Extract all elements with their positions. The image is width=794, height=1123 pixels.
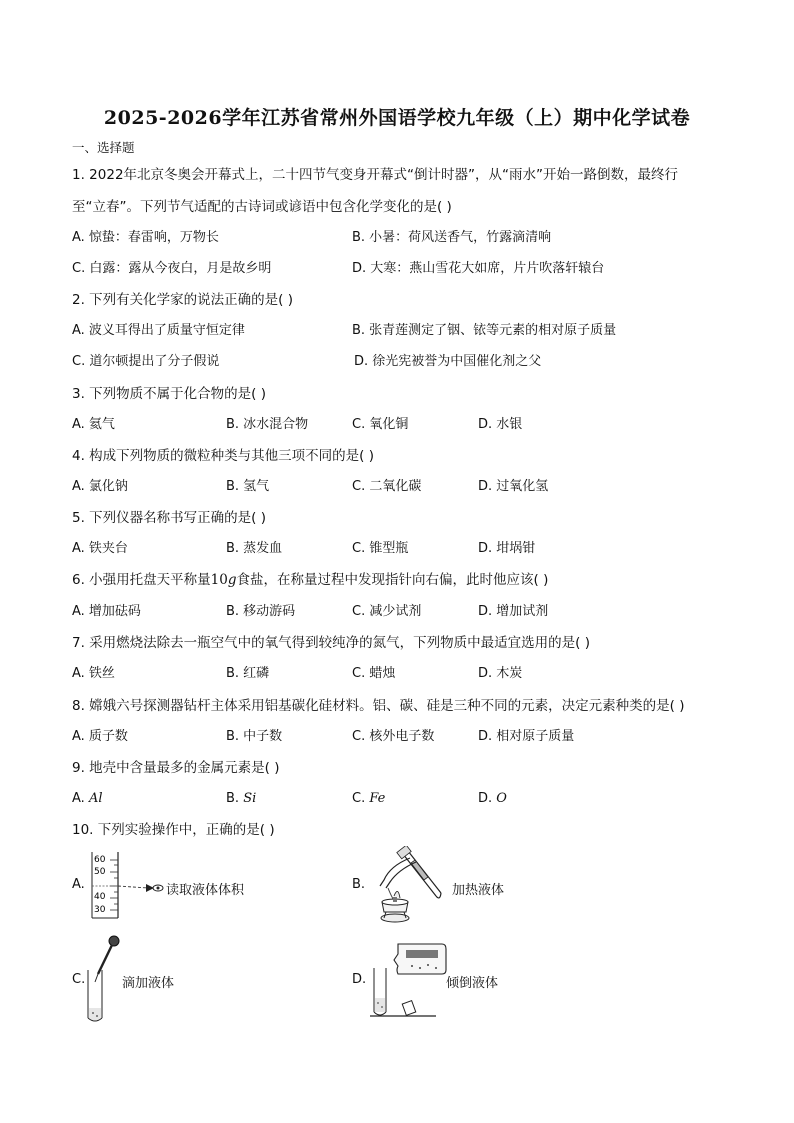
heating-liquid-figure (370, 846, 450, 924)
question-1-option-a[interactable]: A. 惊蛰：春雷响，万物长 (72, 230, 219, 245)
question-9-option-a[interactable] (72, 790, 102, 808)
cylinder-tick-30: 30 (94, 905, 106, 915)
question-10-option-c-letter[interactable]: C. (72, 972, 86, 987)
question-10-option-a-letter[interactable]: A. (72, 877, 85, 892)
dropping-liquid-figure (84, 934, 124, 1024)
question-3-option-d[interactable]: D. 水银 (478, 417, 523, 432)
question-4-stem: 4. 构成下列物质的微粒种类与其他三项不同的是( ) (72, 448, 374, 464)
question-5-option-c[interactable]: C. 锥型瓶 (352, 541, 409, 556)
question-1-stem-line2: 至“立春”。下列节气适配的古诗词或谚语中包含化学变化的是( ) (72, 199, 452, 215)
question-9-option-c[interactable] (352, 790, 385, 808)
element-symbol: Si (243, 791, 257, 806)
question-10-option-b-text: 加热液体 (452, 883, 505, 898)
question-6-option-b[interactable]: B. 移动游码 (226, 604, 296, 619)
question-7-option-b[interactable]: B. 红磷 (226, 666, 270, 681)
measuring-cylinder-figure (88, 850, 168, 922)
question-4-option-a[interactable]: A. 氯化钠 (72, 479, 128, 494)
question-5-option-a[interactable]: A. 铁夹台 (72, 541, 128, 556)
question-7-stem: 7. 采用燃烧法除去一瓶空气中的氧气得到较纯净的氮气，下列物质中最适宜选用的是( ) (72, 635, 590, 651)
question-8-option-b[interactable]: B. 中子数 (226, 729, 283, 744)
question-4-option-b[interactable]: B. 氢气 (226, 479, 270, 494)
question-6-stem (72, 571, 548, 589)
question-1-option-c[interactable]: C. 白露：露从今夜白，月是故乡明 (72, 261, 272, 276)
question-2-option-d[interactable]: D. 徐光宪被誉为中国催化剂之父 (354, 354, 542, 369)
element-symbol: Fe (369, 791, 386, 806)
question-6-stem-pre: 6. 小强用托盘天平称量 (72, 572, 211, 588)
question-8-option-c[interactable]: C. 核外电子数 (352, 729, 435, 744)
question-10-option-c-text: 滴加液体 (122, 976, 175, 991)
question-2-option-c[interactable]: C. 道尔顿提出了分子假说 (72, 354, 220, 369)
question-1-stem-line1: 1. 2022年北京冬奥会开幕式上，二十四节气变身开幕式“倒计时器”，从“雨水”开始一路倒数，最终行 (72, 167, 679, 183)
option-letter: D. (478, 791, 497, 806)
question-8-option-a[interactable]: A. 质子数 (72, 729, 128, 744)
question-6-option-c[interactable]: C. 减少试剂 (352, 604, 422, 619)
question-7-option-d[interactable]: D. 木炭 (478, 666, 523, 681)
question-10-stem: 10. 下列实验操作中，正确的是( ) (72, 822, 275, 838)
question-5-option-b[interactable]: B. 蒸发血 (226, 541, 283, 556)
question-8-stem: 8. 嫦娥六号探测器钻杆主体采用铝基碳化硅材料。铝、碳、硅是三种不同的元素，决定元素种类的是( ) (72, 698, 685, 714)
question-1-option-b[interactable]: B. 小暑：荷风送香气，竹露滴清响 (352, 230, 552, 245)
question-3-option-c[interactable]: C. 氧化铜 (352, 417, 409, 432)
question-4-option-d[interactable]: D. 过氧化氢 (478, 479, 549, 494)
question-5-option-d[interactable]: D. 坩埚钳 (478, 541, 536, 556)
question-8-option-d[interactable]: D. 相对原子质量 (478, 729, 575, 744)
question-9-option-b[interactable] (226, 790, 256, 808)
question-10-option-d-text: 倾倒液体 (446, 976, 499, 991)
question-1-option-d[interactable]: D. 大寒：燕山雪花大如席，片片吹落轩辕台 (352, 261, 605, 276)
question-6-stem-post: 食盐，在称量过程中发现指针向右偏，此时他应该( ) (236, 572, 549, 588)
page-title: 2025-2026学年江苏省常州外国语学校九年级（上）期中化学试卷 (103, 107, 691, 129)
question-7-option-a[interactable]: A. 铁丝 (72, 666, 115, 681)
cylinder-tick-60: 60 (94, 855, 106, 865)
question-3-stem: 3. 下列物质不属于化合物的是( ) (72, 386, 266, 402)
question-10-option-a-text: 读取液体体积 (166, 883, 245, 898)
option-letter: B. (226, 791, 244, 806)
question-2-option-a[interactable]: A. 波义耳得出了质量守恒定律 (72, 323, 245, 338)
pouring-liquid-figure (368, 940, 448, 1020)
question-6-option-a[interactable]: A. 增加砝码 (72, 604, 141, 619)
question-6-option-d[interactable]: D. 增加试剂 (478, 604, 549, 619)
question-3-option-b[interactable]: B. 冰水混合物 (226, 417, 309, 432)
question-3-option-a[interactable]: A. 氦气 (72, 417, 115, 432)
question-5-stem: 5. 下列仪器名称书写正确的是( ) (72, 510, 266, 526)
question-6-mass-value: 10 (210, 572, 228, 588)
question-10-option-b-letter[interactable]: B. (352, 877, 366, 892)
cylinder-tick-40: 40 (94, 892, 106, 902)
cylinder-tick-50: 50 (94, 867, 106, 877)
question-9-option-d[interactable] (478, 790, 507, 808)
question-4-option-c[interactable]: C. 二氧化碳 (352, 479, 422, 494)
question-2-option-b[interactable]: B. 张青莲测定了铟、铱等元素的相对原子质量 (352, 323, 617, 338)
option-letter: A. (72, 791, 89, 806)
section-heading: 一、选择题 (72, 140, 135, 155)
element-symbol: Al (88, 791, 103, 806)
question-6-mass-unit: g (227, 572, 237, 588)
question-9-stem: 9. 地壳中含量最多的金属元素是( ) (72, 760, 280, 776)
question-7-option-c[interactable]: C. 蜡烛 (352, 666, 396, 681)
question-10-option-d-letter[interactable]: D. (352, 972, 367, 987)
question-2-stem: 2. 下列有关化学家的说法正确的是( ) (72, 292, 293, 308)
element-symbol: O (496, 791, 507, 806)
option-letter: C. (352, 791, 370, 806)
